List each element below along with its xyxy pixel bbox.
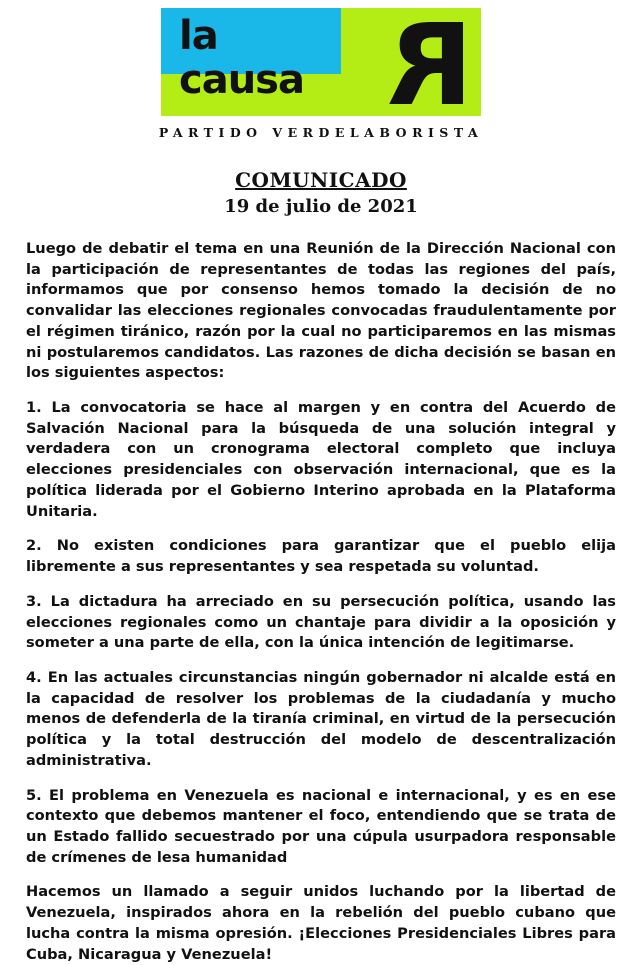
logo-word-la: la [179, 13, 218, 59]
page-title: COMUNICADO [235, 168, 407, 192]
paragraph-item-1 [26, 398, 616, 522]
document-heading [0, 168, 642, 217]
paragraph-text: En las actuales circunstancias ningún gobernador ni alcalde está en la capacidad de resolver los problemas de la ciudadanía y mucho menos de defenderla de la tiranía criminal, en virtud de la persecución política y la total destrucción del modelo de descentralización administrativa. [26, 668, 617, 769]
logo-header [0, 0, 642, 140]
paragraph-text: Hacemos un llamado a seguir unidos luchando por la libertad de Venezuela, inspirados ahora en la rebelión del pueblo cubano que lucha contra la misma opresión. ¡Elecciones Presidenciales Libres para Cuba, Nicaragua y Venezuela! [26, 883, 616, 963]
paragraph-closing [26, 882, 616, 965]
paragraph-item-2 [26, 536, 616, 577]
paragraph-text: La convocatoria se hace al margen y en contra del Acuerdo de Salvación Nacional para la búsqueda de una solución integral y verdadera con un cronograma electoral completo que incluya elecciones presidenciales con observación internacional, que es la política liderada por el Gobierno Interino aprobada en la Plataforma Unitaria. [26, 399, 616, 520]
paragraph-number: 1. [26, 399, 42, 417]
logo-subtitle: PARTIDO VERDELABORISTA [158, 125, 484, 140]
paragraph-item-5 [26, 786, 616, 869]
paragraph-text: La dictadura ha arreciado en su persecución política, usando las elecciones regionales como un chantaje para dividir a la oposición y someter a una parte de ella, con la única intención de legitimarse. [26, 592, 616, 652]
paragraph-number: 5. [26, 786, 42, 804]
paragraph-text: El problema en Venezuela es nacional e internacional, y es en ese contexto que debemos mantener el foco, entendiendo que se trata de un Estado fallido secuestrado por una cúpula usurpadora responsable de crímenes de lesa humanidad [26, 786, 616, 866]
document-date: 19 de julio de 2021 [224, 196, 418, 217]
paragraph-intro [26, 239, 616, 384]
paragraph-number: 4. [26, 668, 42, 686]
logo-word-causa: causa [179, 57, 304, 103]
document-body [26, 239, 616, 965]
paragraph-number: 3. [26, 592, 42, 610]
paragraph-text: Luego de debatir el tema en una Reunión de la Dirección Nacional con la participación de representantes de todas las regiones del país, informamos que por consenso hemos tomado la decisión de no convalidar las elecciones regionales convocadas fraudulentamente por el régimen tiránico, razón por la cual no participaremos en las mismas ni postularemos candidatos. Las razones de dicha decisión se basan en los siguientes aspectos: [26, 240, 616, 382]
party-logo [161, 8, 481, 116]
logo-mirrored-r-icon: R [386, 8, 473, 116]
paragraph-item-4 [26, 668, 616, 772]
paragraph-item-3 [26, 592, 616, 654]
paragraph-number: 2. [26, 537, 42, 555]
paragraph-text: No existen condiciones para garantizar que el pueblo elija libremente a sus representantes y sea respetada su voluntad. [26, 537, 617, 576]
